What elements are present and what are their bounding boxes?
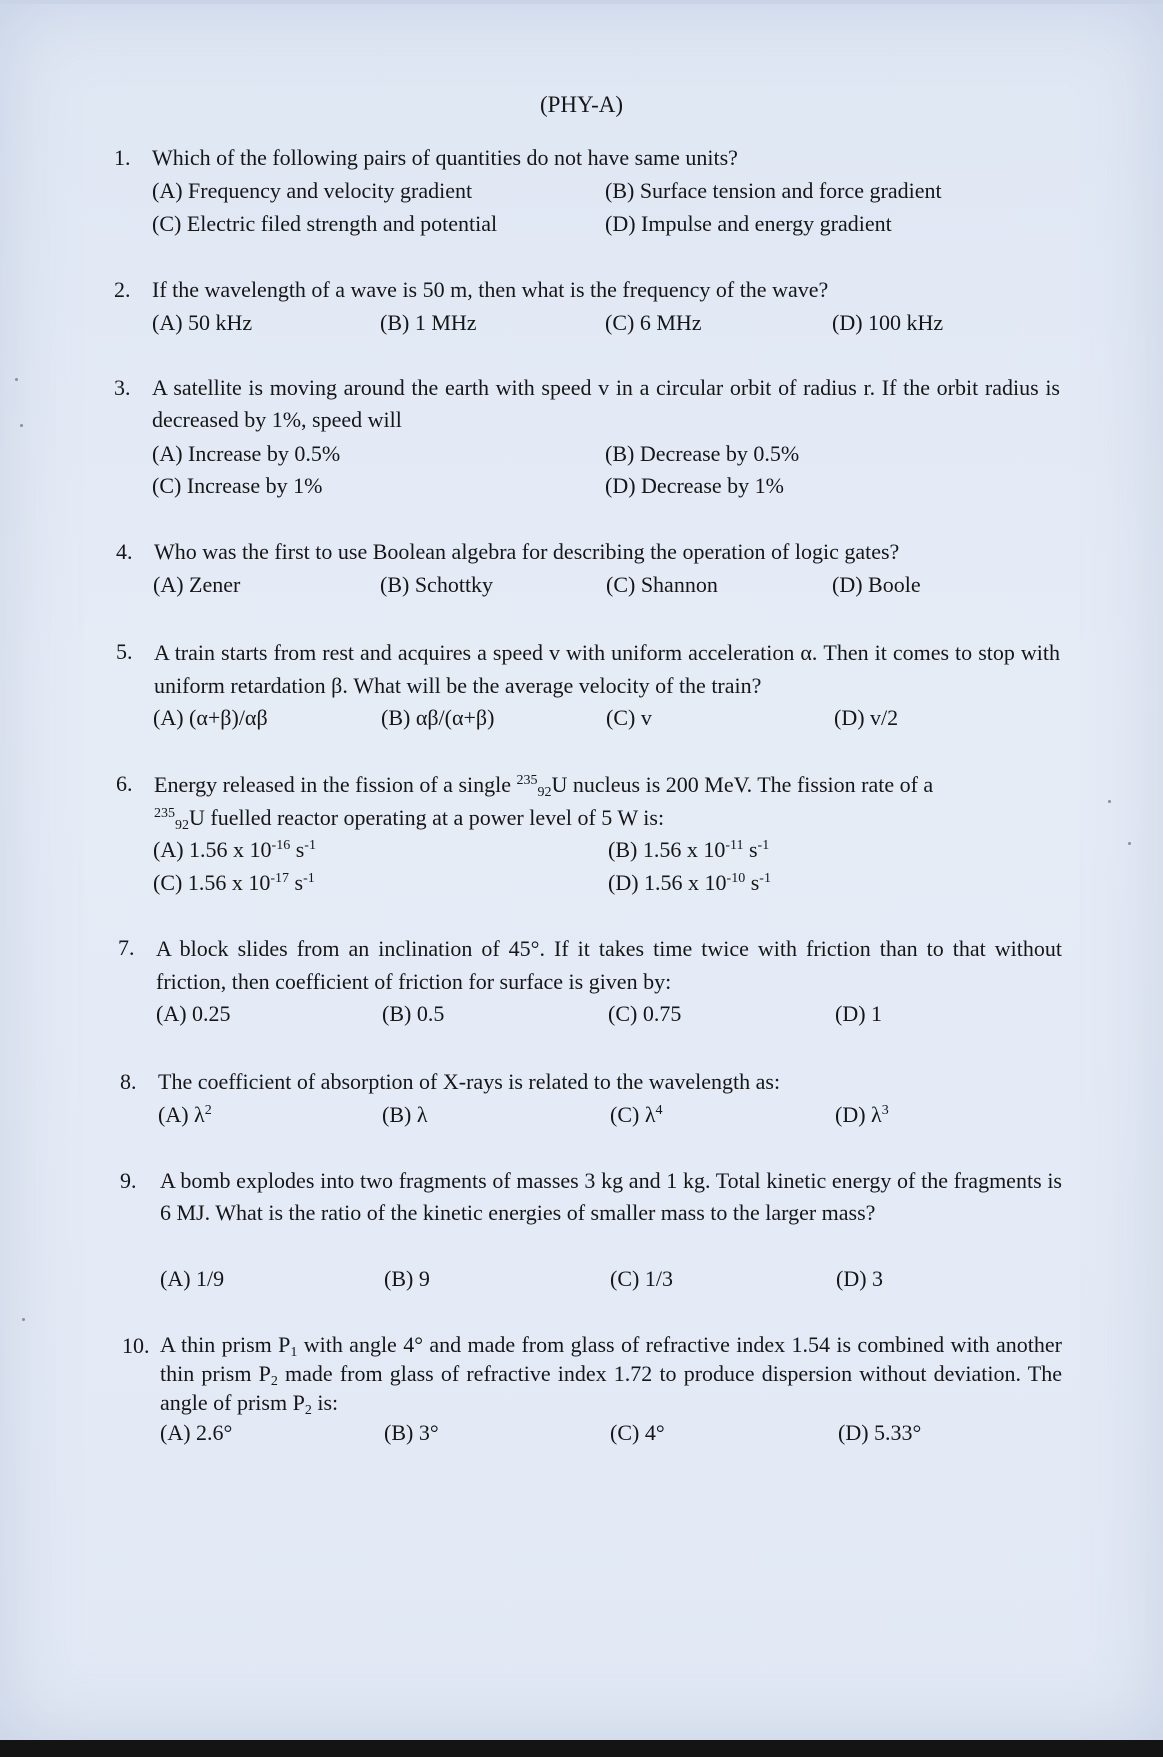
option-c bbox=[153, 867, 315, 898]
option-text: (B) 1.56 x 10 bbox=[608, 837, 726, 862]
exponent: 2 bbox=[204, 1103, 212, 1118]
option-c: (C) Increase by 1% bbox=[152, 473, 323, 498]
option-a: (A) Zener bbox=[153, 572, 241, 597]
option-text: (D) λ bbox=[835, 1102, 882, 1127]
unit-exponent: -1 bbox=[757, 838, 770, 853]
question-5 bbox=[116, 636, 1060, 736]
unit-exponent: -1 bbox=[759, 871, 771, 886]
option-c: (C) 1/3 bbox=[610, 1266, 673, 1291]
question-number: 4. bbox=[116, 539, 133, 564]
stem-part: made from glass of refractive index 1.72 to produce dispersion without deviation. The angle of prism P bbox=[160, 1361, 1062, 1415]
subscript: 2 bbox=[304, 1403, 312, 1418]
scan-speck bbox=[1128, 842, 1131, 845]
scan-speck bbox=[1108, 800, 1111, 803]
option-b: (B) 3° bbox=[384, 1420, 439, 1445]
question-text: The coefficient of absorption of X-rays is related to the wavelength as: bbox=[158, 1069, 781, 1094]
isotope-symbol: U bbox=[551, 772, 568, 797]
option-a: (A) 2.6° bbox=[160, 1420, 233, 1445]
exponent: 4 bbox=[655, 1103, 663, 1118]
exponent: -10 bbox=[726, 871, 746, 886]
option-b: (B) Surface tension and force gradient bbox=[605, 178, 942, 203]
option-c: (C) v bbox=[606, 705, 652, 730]
option-a: (A) (α+β)/αβ bbox=[153, 705, 268, 730]
isotope-mass-number: 235 bbox=[154, 806, 175, 821]
option-c: (C) 6 MHz bbox=[605, 310, 702, 335]
option-d: (D) v/2 bbox=[834, 705, 899, 730]
unit: s bbox=[289, 870, 304, 895]
isotope-symbol: U bbox=[189, 805, 205, 830]
question-number: 5. bbox=[116, 639, 133, 664]
option-text: (B) λ bbox=[382, 1102, 428, 1127]
question-text: A satellite is moving around the earth with speed v in a circular orbit of radius r. If the orbit radius is decreased by 1%, speed will bbox=[152, 375, 1060, 432]
option-a bbox=[153, 834, 316, 865]
question-number: 2. bbox=[114, 277, 131, 302]
question-number: 10. bbox=[122, 1333, 150, 1358]
option-d: (D) Decrease by 1% bbox=[605, 473, 784, 498]
stem-part: nucleus is 200 MeV. The fission rate of a bbox=[567, 772, 934, 797]
option-a: (A) Frequency and velocity gradient bbox=[152, 178, 473, 203]
subscript: 2 bbox=[270, 1374, 278, 1389]
stem-part: Energy released in the fission of a single bbox=[154, 772, 517, 797]
question-text: A bomb explodes into two fragments of masses 3 kg and 1 kg. Total kinetic energy of the fragments is 6 MJ. What is the ratio of the kinetic energies of smaller mass to the larger mass? bbox=[160, 1168, 1062, 1225]
question-text: A train starts from rest and acquires a speed v with uniform acceleration α. Then it comes to stop with uniform retardation β. What will be the average velocity of the train? bbox=[154, 640, 1060, 698]
question-text: A block slides from an inclination of 45°. If it takes time twice with friction than to that without friction, then coefficient of friction for surface is given by: bbox=[156, 936, 1062, 994]
unit: s bbox=[743, 837, 758, 862]
scan-bottom-edge bbox=[0, 1740, 1163, 1757]
option-d: (D) 1 bbox=[835, 1001, 883, 1026]
option-b: (B) 0.5 bbox=[382, 1001, 445, 1026]
question-text: Which of the following pairs of quantities do not have same units? bbox=[152, 145, 738, 170]
question-7 bbox=[118, 932, 1062, 1032]
option-b: (B) 1 MHz bbox=[380, 310, 477, 335]
option-a bbox=[158, 1099, 212, 1130]
option-text: (C) λ bbox=[610, 1102, 656, 1127]
scan-speck bbox=[15, 378, 18, 381]
paper-code: (PHY-A) bbox=[539, 92, 624, 117]
option-b: (B) 9 bbox=[384, 1266, 430, 1291]
stem-part: A thin prism P bbox=[160, 1332, 291, 1357]
option-b bbox=[608, 834, 769, 865]
stem-part: is: bbox=[311, 1390, 339, 1415]
question-1 bbox=[114, 142, 1054, 242]
option-b bbox=[382, 1099, 428, 1130]
option-d: (D) 3 bbox=[836, 1266, 884, 1291]
question-number: 8. bbox=[120, 1069, 137, 1094]
option-a: (A) 50 kHz bbox=[152, 310, 253, 335]
question-number: 1. bbox=[114, 145, 131, 170]
question-number: 6. bbox=[116, 771, 133, 796]
option-d: (D) 100 kHz bbox=[832, 310, 944, 335]
question-10 bbox=[122, 1330, 1062, 1460]
option-a: (A) Increase by 0.5% bbox=[152, 441, 341, 466]
exponent: -17 bbox=[270, 871, 289, 886]
stem-part: with angle 4° and made from glass of refractive index 1.54 is combined with another thin prism P bbox=[160, 1332, 1062, 1386]
question-number: 9. bbox=[120, 1168, 137, 1193]
option-b: (B) αβ/(α+β) bbox=[381, 705, 495, 730]
option-text: (D) 1.56 x 10 bbox=[608, 870, 727, 895]
option-c: (C) 4° bbox=[610, 1420, 665, 1445]
unit: s bbox=[745, 870, 760, 895]
option-c: (C) Electric filed strength and potential bbox=[152, 211, 498, 236]
exponent: -16 bbox=[271, 838, 291, 853]
question-2 bbox=[114, 274, 1054, 344]
option-c: (C) 0.75 bbox=[608, 1001, 682, 1026]
exponent: -11 bbox=[725, 838, 744, 853]
stem-part: fuelled reactor operating at a power level of 5 W is: bbox=[204, 805, 665, 830]
unit: s bbox=[290, 837, 305, 862]
option-d bbox=[835, 1099, 889, 1130]
option-text: (C) 1.56 x 10 bbox=[153, 870, 271, 895]
unit-exponent: -1 bbox=[304, 838, 316, 853]
page-top-edge bbox=[0, 0, 1163, 4]
question-text bbox=[154, 768, 1060, 834]
option-a: (A) 1/9 bbox=[160, 1266, 225, 1291]
option-text: (A) λ bbox=[158, 1102, 205, 1127]
option-d bbox=[608, 867, 771, 898]
option-a: (A) 0.25 bbox=[156, 1001, 231, 1026]
scan-speck bbox=[20, 424, 23, 427]
exponent: 3 bbox=[881, 1103, 889, 1118]
isotope-atomic-number: 92 bbox=[537, 785, 552, 800]
option-b: (B) Schottky bbox=[380, 572, 494, 597]
question-6 bbox=[116, 768, 1060, 898]
option-d: (D) 5.33° bbox=[838, 1420, 922, 1445]
question-number: 3. bbox=[114, 375, 131, 400]
question-4 bbox=[116, 536, 1060, 606]
question-text: If the wavelength of a wave is 50 m, then what is the frequency of the wave? bbox=[152, 277, 829, 302]
option-d: (D) Boole bbox=[832, 572, 921, 597]
question-text bbox=[160, 1330, 1062, 1417]
question-8 bbox=[120, 1066, 1060, 1136]
option-d: (D) Impulse and energy gradient bbox=[605, 211, 892, 236]
option-text: (A) 1.56 x 10 bbox=[153, 837, 272, 862]
question-9 bbox=[120, 1165, 1062, 1295]
question-text: Who was the first to use Boolean algebra for describing the operation of logic gates? bbox=[154, 539, 900, 564]
option-c bbox=[610, 1099, 663, 1130]
isotope-atomic-number: 92 bbox=[175, 818, 189, 833]
scan-speck bbox=[22, 1318, 25, 1321]
option-c: (C) Shannon bbox=[606, 572, 718, 597]
unit-exponent: -1 bbox=[303, 871, 315, 886]
question-number: 7. bbox=[118, 935, 135, 960]
subscript: 1 bbox=[290, 1345, 298, 1360]
question-3 bbox=[114, 372, 1060, 502]
option-b: (B) Decrease by 0.5% bbox=[605, 441, 800, 466]
isotope-mass-number: 235 bbox=[516, 773, 538, 788]
